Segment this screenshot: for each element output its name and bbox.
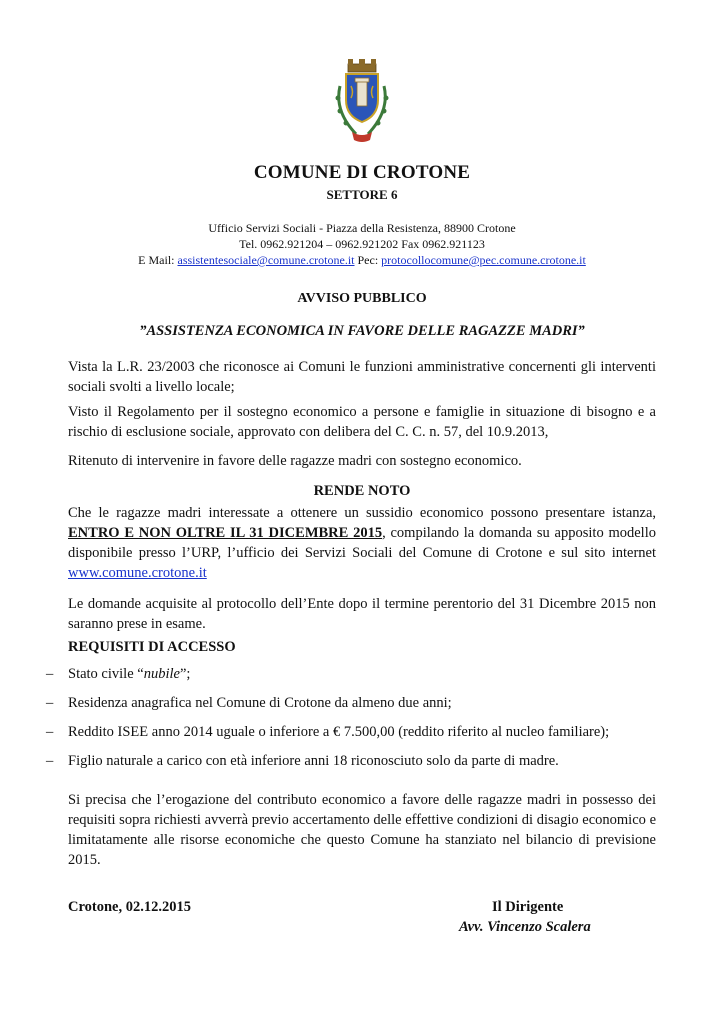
paragraph-application: Che le ragazze madri interessate a ottenere un sussidio economico possono presentare istanza, ENTRO E NON OLTRE IL 31 DICEMBRE 2015, compilando la domanda su apposito modello disponibile presso l’URP, l’ufficio dei Servizi Sociali del Comune di Crotone e sul sito internet www.comune.crotone.it <box>68 505 656 581</box>
pec-label: Pec: <box>354 253 382 267</box>
phone-fax-line: Tel. 0962.921204 – 0962.921202 Fax 0962.921123 <box>239 237 485 251</box>
pec-link[interactable]: protocollocomune@pec.comune.crotone.it <box>381 253 586 267</box>
notice-heading: AVVISO PUBBLICO <box>297 291 427 306</box>
requirements-heading: REQUISITI DI ACCESSO <box>68 639 236 655</box>
signer-name: Avv. Vincenzo Scalera <box>459 919 591 935</box>
list-item: – Stato civile “nubile”; <box>46 666 191 682</box>
website-link[interactable]: www.comune.crotone.it <box>68 565 207 581</box>
list-item: – Reddito ISEE anno 2014 uguale o inferiore a € 7.500,00 (reddito riferito al nucleo familiare); <box>46 724 610 740</box>
paragraph-premise-1: Vista la L.R. 23/2003 che riconosce ai Comuni le funzioni amministrative concernenti gli interventi sociali svolti a livello locale; <box>68 359 656 395</box>
list-item: – Residenza anagrafica nel Comune di Crotone da almeno due anni; <box>46 695 452 711</box>
municipality-title: COMUNE DI CROTONE <box>253 162 471 183</box>
list-item: – Figlio naturale a carico con età inferiore anni 18 riconosciuto solo da parte di madre. <box>46 753 559 769</box>
deadline-text: ENTRO E NON OLTRE IL 31 DICEMBRE 2015 <box>68 525 383 541</box>
paragraph-conditions: Si precisa che l’erogazione del contributo economico a favore delle ragazze madri in possesso dei requisiti sopra richiesti avverrà previo accertamento delle effettive condizioni di disagio economico e limitatamente alle risorse economiche che questo Comune ha stanziato nel bilancio di previsione 2015. <box>68 792 656 868</box>
office-address: Ufficio Servizi Sociali - Piazza della Resistenza, 88900 Crotone <box>208 221 516 235</box>
paragraph-late-applications: Le domande acquisite al protocollo dell’Ente dopo il termine perentorio del 31 Dicembre 2015 non saranno prese in esame. <box>68 596 656 632</box>
email-link[interactable]: assistentesociale@comune.crotone.it <box>177 253 355 267</box>
sector-label: SETTORE 6 <box>326 187 398 202</box>
city-coat-of-arms-logo <box>326 56 398 144</box>
notice-subject: ”ASSISTENZA ECONOMICA IN FAVORE DELLE RAGAZZE MADRI” <box>139 323 585 339</box>
contact-emails-line <box>0 252 724 268</box>
paragraph-premise-3: Ritenuto di intervenire in favore delle ragazze madri con sostegno economico. <box>68 453 522 469</box>
rende-noto-heading: RENDE NOTO <box>313 483 411 499</box>
email-label: E Mail: <box>138 253 178 267</box>
place-date: Crotone, 02.12.2015 <box>68 899 191 915</box>
paragraph-premise-2: Visto il Regolamento per il sostegno economico a persone e famiglie in situazione di bisogno e a rischio di esclusione sociale, approvato con delibera del C. C. n. 57, del 10.9.2013, <box>68 404 656 440</box>
signer-role: Il Dirigente <box>492 899 564 915</box>
